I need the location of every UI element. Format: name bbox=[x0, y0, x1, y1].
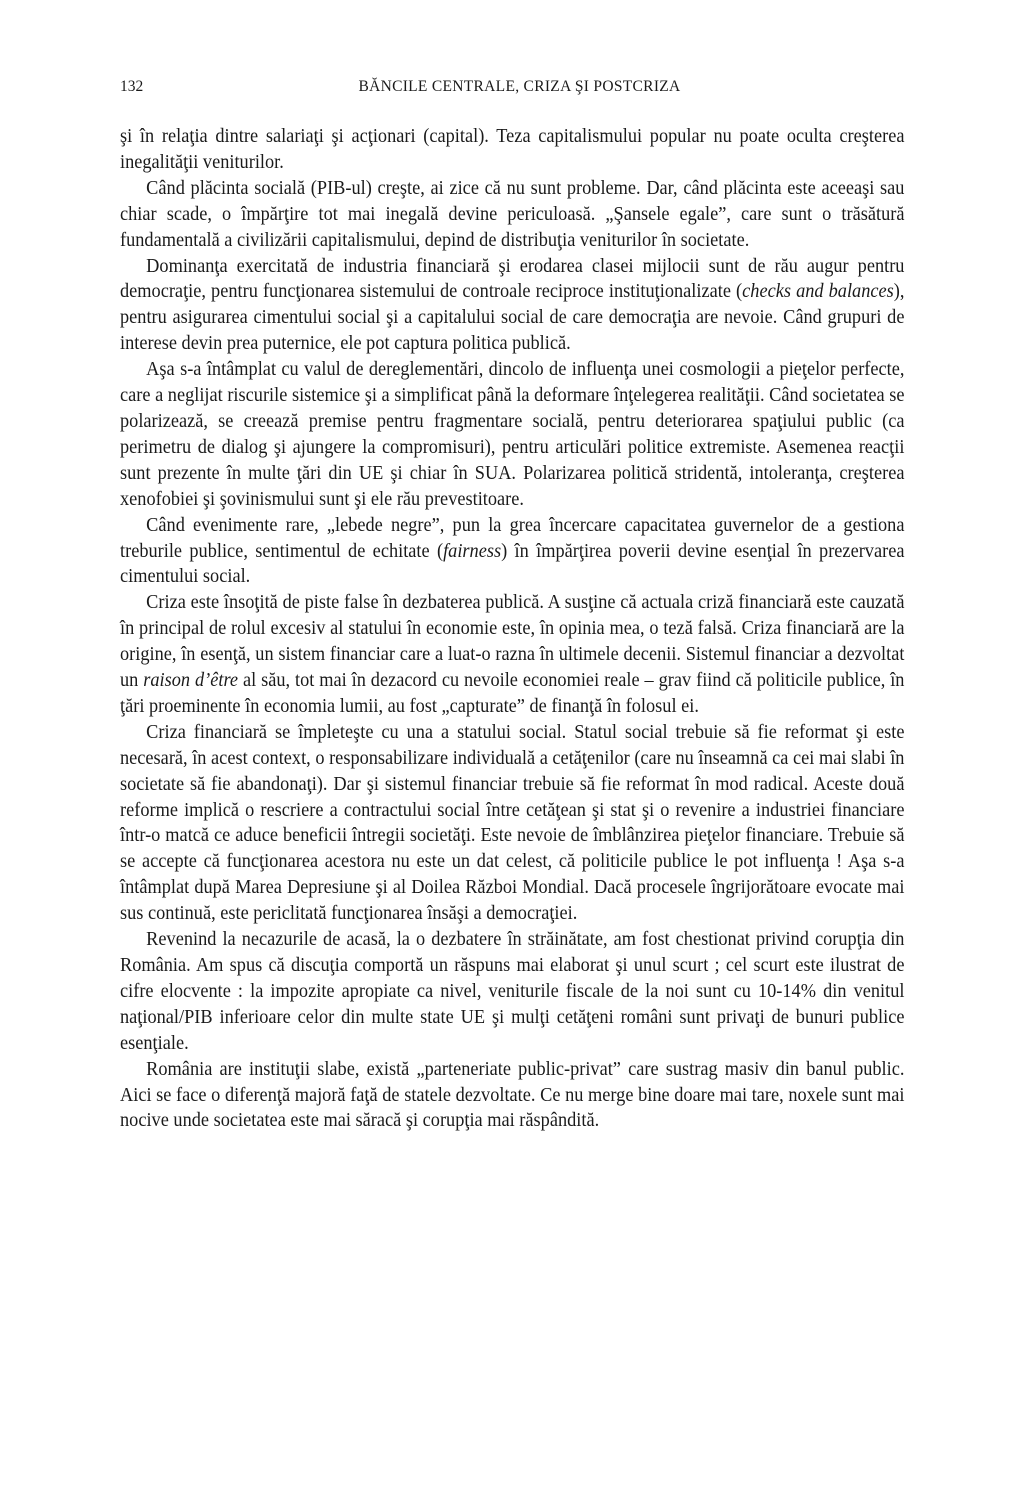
paragraph bbox=[120, 254, 904, 358]
italic-term: fairness bbox=[443, 540, 502, 562]
body-text bbox=[120, 124, 904, 1134]
text-run: al său, tot mai în dezacord cu nevoile economiei reale – grav fiind că politicile publice, în ţări proeminente în economia lumii, au fost „capturate” de finanţă în folosul ei. bbox=[120, 670, 905, 717]
text-run: Dominanţa exercitată de industria financiară şi erodarea clasei mijlocii sunt de rău augur pentru democraţie, pentru funcţionarea sistemului de controale reciproce instituţionalizate ( bbox=[120, 255, 905, 303]
paragraph bbox=[120, 927, 904, 1057]
italic-term: checks and balances bbox=[742, 281, 894, 303]
text-run: Când evenimente rare, „lebede negre”, pun la grea încercare capacitatea guvernelor de a gestiona treburile publice, sentimentul de echitate ( bbox=[120, 514, 905, 562]
page-number: 132 bbox=[120, 78, 144, 95]
text-run: Când plăcinta socială (PIB-ul) creşte, ai zice că nu sunt probleme. Dar, când plăcinta este aceeaşi sau chiar scade, o împărţire tot mai inegală devine periculoasă. „Şansele egale”, care sunt o trăsătură fundamentală a civilizării capitalismului, depind de distribuţia veniturilor în societate. bbox=[120, 177, 905, 251]
text-run: ), pentru asigurarea cimentului social şi a capitalului social de care democraţia are nevoie. Când grupuri de interese devin prea puternice, ele pot captura politica publică. bbox=[120, 281, 905, 355]
paragraph bbox=[120, 513, 904, 591]
running-head bbox=[120, 78, 905, 102]
text-run: Revenind la necazurile de acasă, la o dezbatere în străinătate, am fost chestionat privind corupţia din România. Am spus că discuţia comportă un răspuns mai elaborat şi unul scurt ; cel scurt este ilustrat de cifre elocvente : la impozite apropiate ca nivel, veniturile fiscale de la noi sunt cu 10-14% din venitul naţional/PIB inferioare celor din multe state UE şi mulţi cetăţeni români sunt privaţi de bunuri publice esenţiale. bbox=[120, 929, 905, 1054]
paragraph bbox=[120, 124, 904, 176]
paragraph bbox=[120, 1057, 904, 1135]
text-run: Aşa s-a întâmplat cu valul de dereglementări, dincolo de influenţa unei cosmologii a pieţelor perfecte, care a neglijat riscurile sistemice şi a simplificat până la deformare înţelegerea realităţii. Când societatea se polarizează, se creează premise pentru fragmentare socială, pentru deteriorarea spaţiului public (ca perimetru de dialog şi ajungere la compromisuri), pentru articulări politice extremiste. Asemenea reacţii sunt prezente în multe ţări din UE şi chiar în SUA. Polarizarea politică stridentă, intoleranţa, creşterea xenofobiei şi şovinismului sunt şi ele rău prevestitoare. bbox=[120, 359, 905, 510]
paragraph bbox=[120, 357, 904, 512]
text-run: Criza financiară se împleteşte cu una a statului social. Statul social trebuie să fie reformat şi este necesară, în acest context, o responsabilizare individuală a cetăţenilor (care nu înseamnă ca cei mai slabi în societate să fie abandonaţi). Dar şi sistemul financiar trebuie să fie reformat în mod radical. Aceste două reforme implică o rescriere a contractului social între cetăţean şi stat şi o revenire a industriei financiare într-o matcă ce aduce beneficii întregii societăţi. Este nevoie de îmblânzirea pieţelor financiare. Trebuie să se accepte că funcţionarea acestora nu este un dat celest, că politicile publice le pot influenţa ! Aşa s-a întâmplat după Marea Depresiune şi al Doilea Război Mondial. Dacă procesele îngrijorătoare evocate mai sus continuă, este periclitată funcţionarea însăşi a democraţiei. bbox=[120, 721, 905, 925]
paragraph bbox=[120, 720, 904, 927]
paragraph bbox=[120, 590, 904, 720]
italic-term: raison d’être bbox=[143, 670, 239, 692]
text-run: România are instituţii slabe, există „parteneriate public-privat” care sustrag masiv din banul public. Aici se face o diferenţă majoră faţă de statele dezvoltate. Ce nu merge bine doare mai tare, noxele sunt mai nocive unde societatea este mai săracă şi corupţia mai răspândită. bbox=[120, 1058, 905, 1132]
paragraph bbox=[120, 176, 904, 254]
text-run: Criza este însoţită de piste false în dezbaterea publică. A susţine că actuala criză financiară este cauzată în principal de rolul excesiv al statului în economie este, în opinia mea, o teză falsă. Criza financiară are la origine, în esenţă, un sistem financiar care a luat-o razna în ultimele decenii. Sistemul financiar a dezvoltat un bbox=[120, 592, 905, 692]
text-run: şi în relaţia dintre salariaţi şi acţionari (capital). Teza capitalismului popular nu poate oculta creşterea inegalităţii veniturilor. bbox=[120, 126, 905, 173]
text-run: ) în împărţirea poverii devine esenţial în prezervarea cimentului social. bbox=[120, 540, 905, 588]
running-title: BĂNCILE CENTRALE, CRIZA ŞI POSTCRIZA bbox=[358, 78, 681, 95]
